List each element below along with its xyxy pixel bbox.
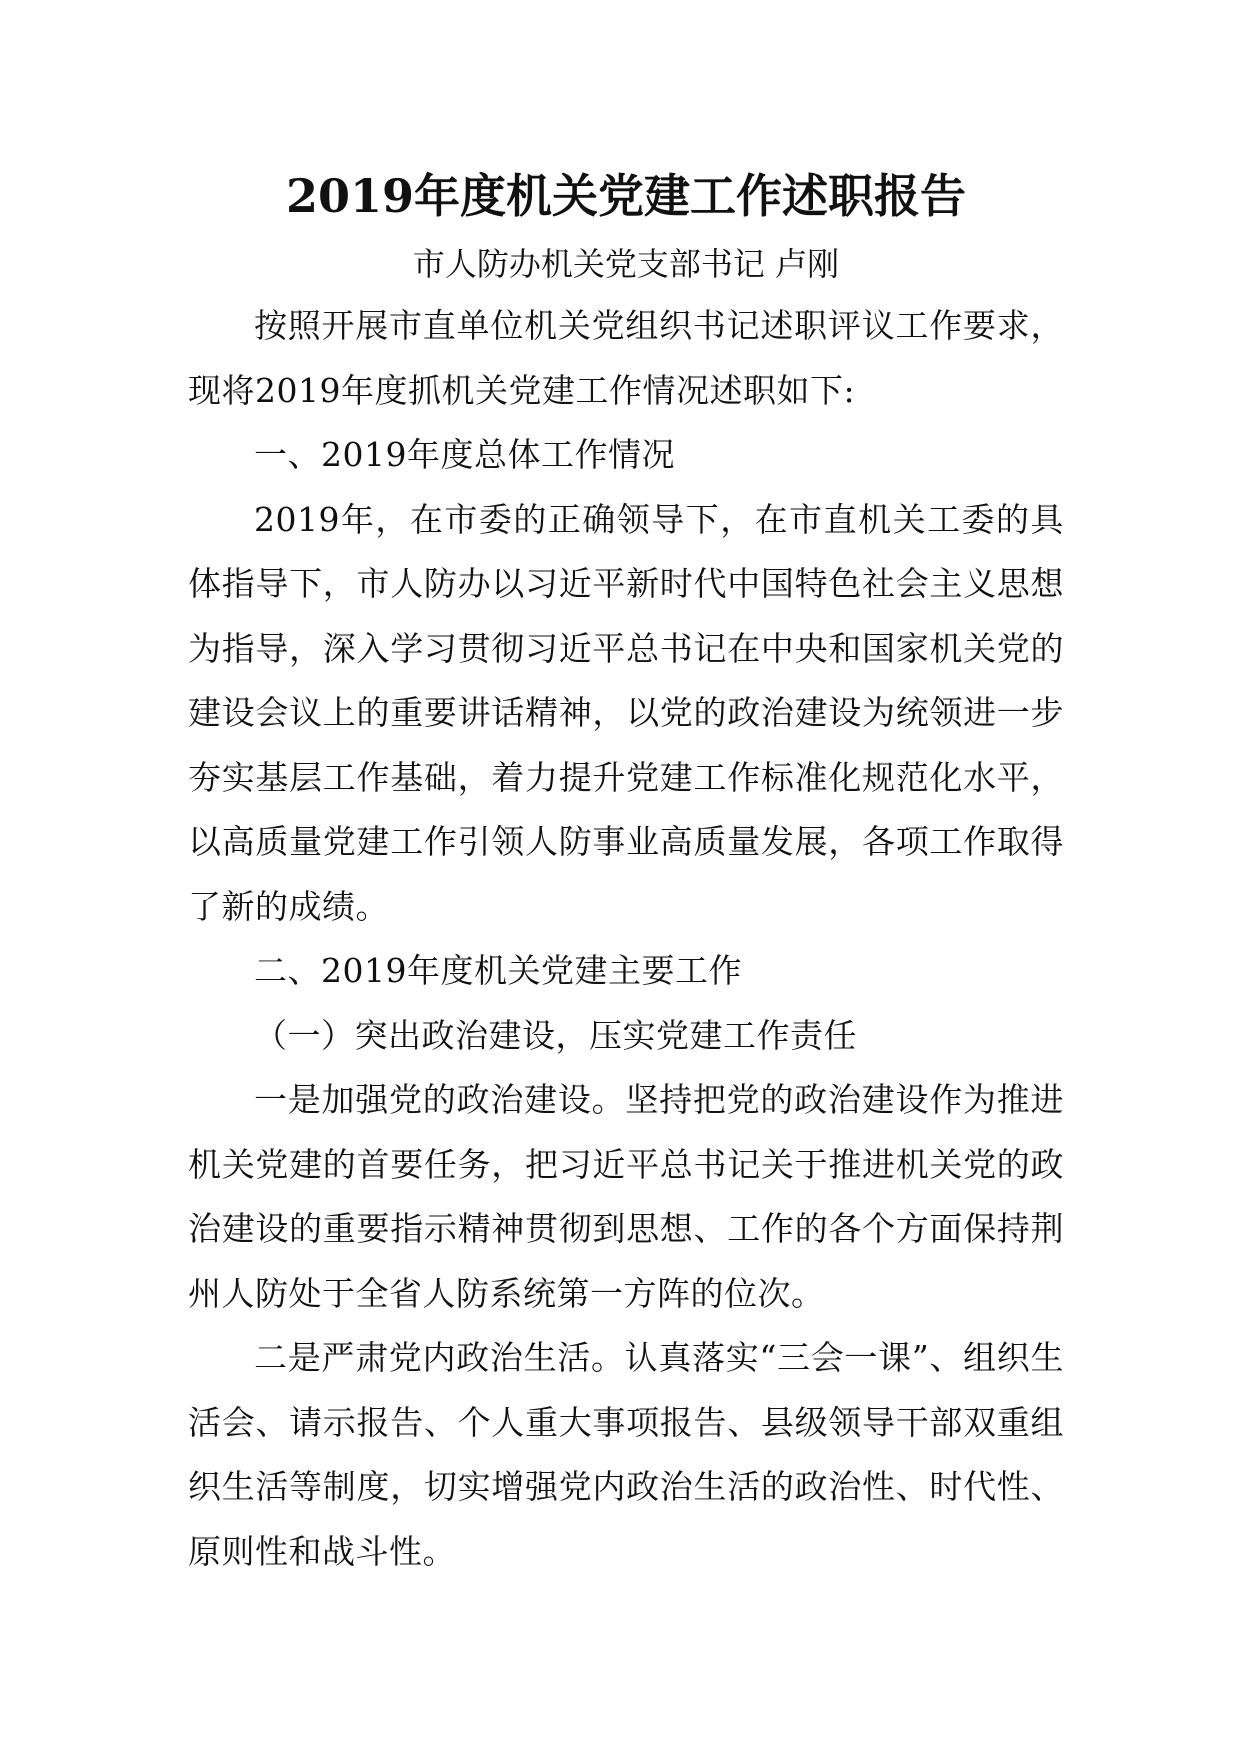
party-life-paragraph: 二是严肃党内政治生活。认真落实“三会一课”、组织生活会、请示报告、个人重大事项报告、县级领导干部双重组织生活等制度，切实增强党内政治生活的政治性、时代性、原则性和战斗性。 (188, 1338, 1064, 1571)
section-heading-2: 二、2019年度机关党建主要工作 (254, 951, 742, 990)
intro-paragraph: 按照开展市直单位机关党组织书记述职评议工作要求，现将2019年度抓机关党建工作情况述职如下: (188, 306, 1064, 410)
document-title: 2019年度机关党建工作述职报告 (285, 169, 967, 223)
overview-paragraph: 2019年，在市委的正确领导下，在市直机关工委的具体指导下，市人防办以习近平新时代中国特色社会主义思想为指导，深入学习贯彻习近平总书记在中央和国家机关党的建设会议上的重要讲话精神，以党的政治建设为统领进一步夯实基层工作基础，着力提升党建工作标准化规范化水平，以高质量党建工作引领人防事业高质量发展，各项工作取得了新的成绩。 (188, 499, 1064, 926)
section-heading-1: 一、2019年度总体工作情况 (254, 435, 675, 474)
author-line: 市人防办机关党支部书记 卢刚 (412, 245, 840, 283)
political-building-paragraph: 一是加强党的政治建设。坚持把党的政治建设作为推进机关党建的首要任务，把习近平总书记关于推进机关党的政治建设的重要指示精神贯彻到思想、工作的各个方面保持荆州人防处于全省人防系统第一方阵的位次。 (188, 1080, 1064, 1313)
subsection-heading-1: （一）突出政治建设，压实党建工作责任 (254, 1015, 857, 1055)
document-body (188, 160, 1064, 1584)
